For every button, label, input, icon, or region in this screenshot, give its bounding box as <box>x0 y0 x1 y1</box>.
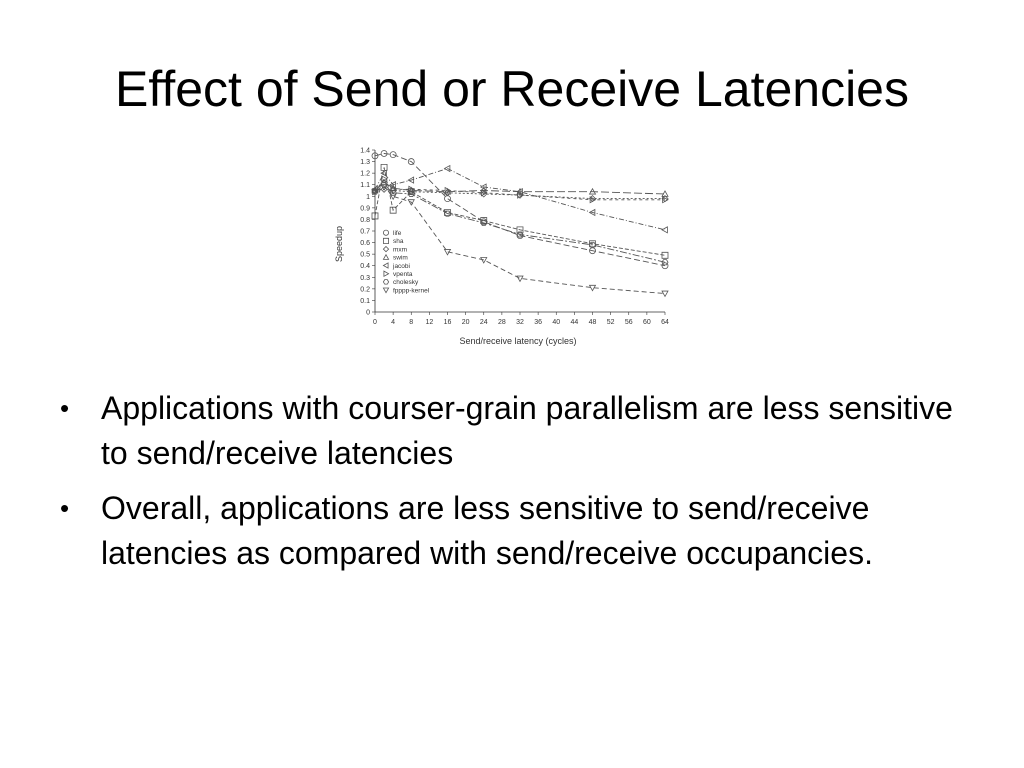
legend-item <box>383 246 407 253</box>
x-tick-label: 20 <box>461 319 470 326</box>
x-tick-label: 12 <box>425 319 434 326</box>
data-point <box>383 247 388 252</box>
legend-label: cholesky <box>393 279 419 287</box>
y-tick-label: 1.2 <box>360 170 370 178</box>
y-tick-label: 0.5 <box>360 251 370 259</box>
y-tick-label: 0.7 <box>360 228 370 236</box>
series-line <box>375 167 665 255</box>
x-tick-label: 32 <box>516 319 524 326</box>
data-point <box>383 238 388 243</box>
x-tick-label: 24 <box>479 319 488 326</box>
legend-item <box>383 287 429 294</box>
data-point <box>384 271 389 276</box>
x-tick-label: 4 <box>391 319 396 326</box>
chart-legend <box>383 230 429 294</box>
y-tick-label: 0.8 <box>360 216 370 224</box>
x-tick-label: 16 <box>443 319 452 326</box>
x-tick-label: 28 <box>497 319 506 326</box>
x-tick-label: 44 <box>570 319 579 326</box>
series-line <box>375 187 665 294</box>
data-point <box>383 255 388 260</box>
x-tick-label: 0 <box>373 319 377 326</box>
series-jacobi <box>372 166 667 233</box>
y-axis-label: Speedup <box>334 225 344 263</box>
bullet-item <box>60 386 980 476</box>
legend-item <box>383 230 401 237</box>
data-point <box>662 291 668 296</box>
legend-item <box>384 271 413 278</box>
x-tick-label: 48 <box>588 319 597 326</box>
legend-item <box>383 263 410 270</box>
data-point <box>383 263 388 268</box>
x-tick-label: 56 <box>624 319 633 326</box>
data-point <box>481 258 487 263</box>
bullet-item <box>60 486 980 576</box>
y-tick-label: 0.3 <box>360 274 370 282</box>
legend-label: sha <box>393 238 404 246</box>
x-tick-label: 60 <box>642 319 651 326</box>
bullet-dot: • <box>60 493 70 523</box>
y-tick-label: 0.1 <box>360 297 370 305</box>
legend-label: swim <box>393 254 408 262</box>
series-line <box>375 169 665 230</box>
x-tick-label: 64 <box>661 319 669 326</box>
series-line <box>375 154 665 266</box>
chart-series <box>372 150 668 296</box>
data-point <box>383 288 388 293</box>
data-point <box>662 260 668 265</box>
data-point <box>445 166 450 172</box>
x-tick-label: 52 <box>606 319 615 326</box>
y-tick-label: 1.1 <box>360 182 370 190</box>
speedup-chart <box>330 140 690 355</box>
series-cholesky <box>372 182 668 265</box>
y-tick-label: 1.4 <box>360 147 370 155</box>
y-tick-label: 1 <box>366 193 370 201</box>
data-point <box>383 230 388 235</box>
data-point <box>517 276 523 281</box>
bullet-list <box>60 386 980 586</box>
legend-label: fpppp-kernel <box>393 287 430 295</box>
legend-label: jacobi <box>393 262 410 270</box>
slide-title: Effect of Send or Receive Latencies <box>115 61 909 117</box>
y-tick-label: 0.9 <box>360 205 370 213</box>
bullet-dot: • <box>60 393 70 423</box>
y-tick-label: 1.3 <box>360 159 370 167</box>
legend-label: vpenta <box>393 271 413 278</box>
bullet-text: Applications with courser-grain parallelism are less sensitive to send/receive latencies <box>101 390 953 471</box>
y-tick-label: 0.2 <box>360 286 370 294</box>
legend-item <box>383 255 407 262</box>
data-point <box>383 280 388 285</box>
x-tick-label: 40 <box>552 319 561 326</box>
y-tick-label: 0.6 <box>360 240 370 248</box>
data-point <box>445 196 451 202</box>
y-tick-label: 0.4 <box>360 263 370 271</box>
legend-label: life <box>393 230 402 237</box>
data-point <box>662 227 667 233</box>
x-tick-label: 8 <box>409 319 414 326</box>
legend-label: mxm <box>393 246 408 254</box>
y-tick-label: 0 <box>366 309 370 317</box>
x-tick-label: 36 <box>534 319 543 326</box>
y-tick-labels <box>360 148 375 317</box>
x-axis-label: Send/receive latency (cycles) <box>459 336 577 346</box>
legend-item <box>383 279 419 286</box>
x-tick-labels <box>373 312 669 326</box>
bullet-text: Overall, applications are less sensitive to send/receive latencies as compared with send/receive occupancies. <box>101 490 873 571</box>
legend-item <box>383 238 403 245</box>
